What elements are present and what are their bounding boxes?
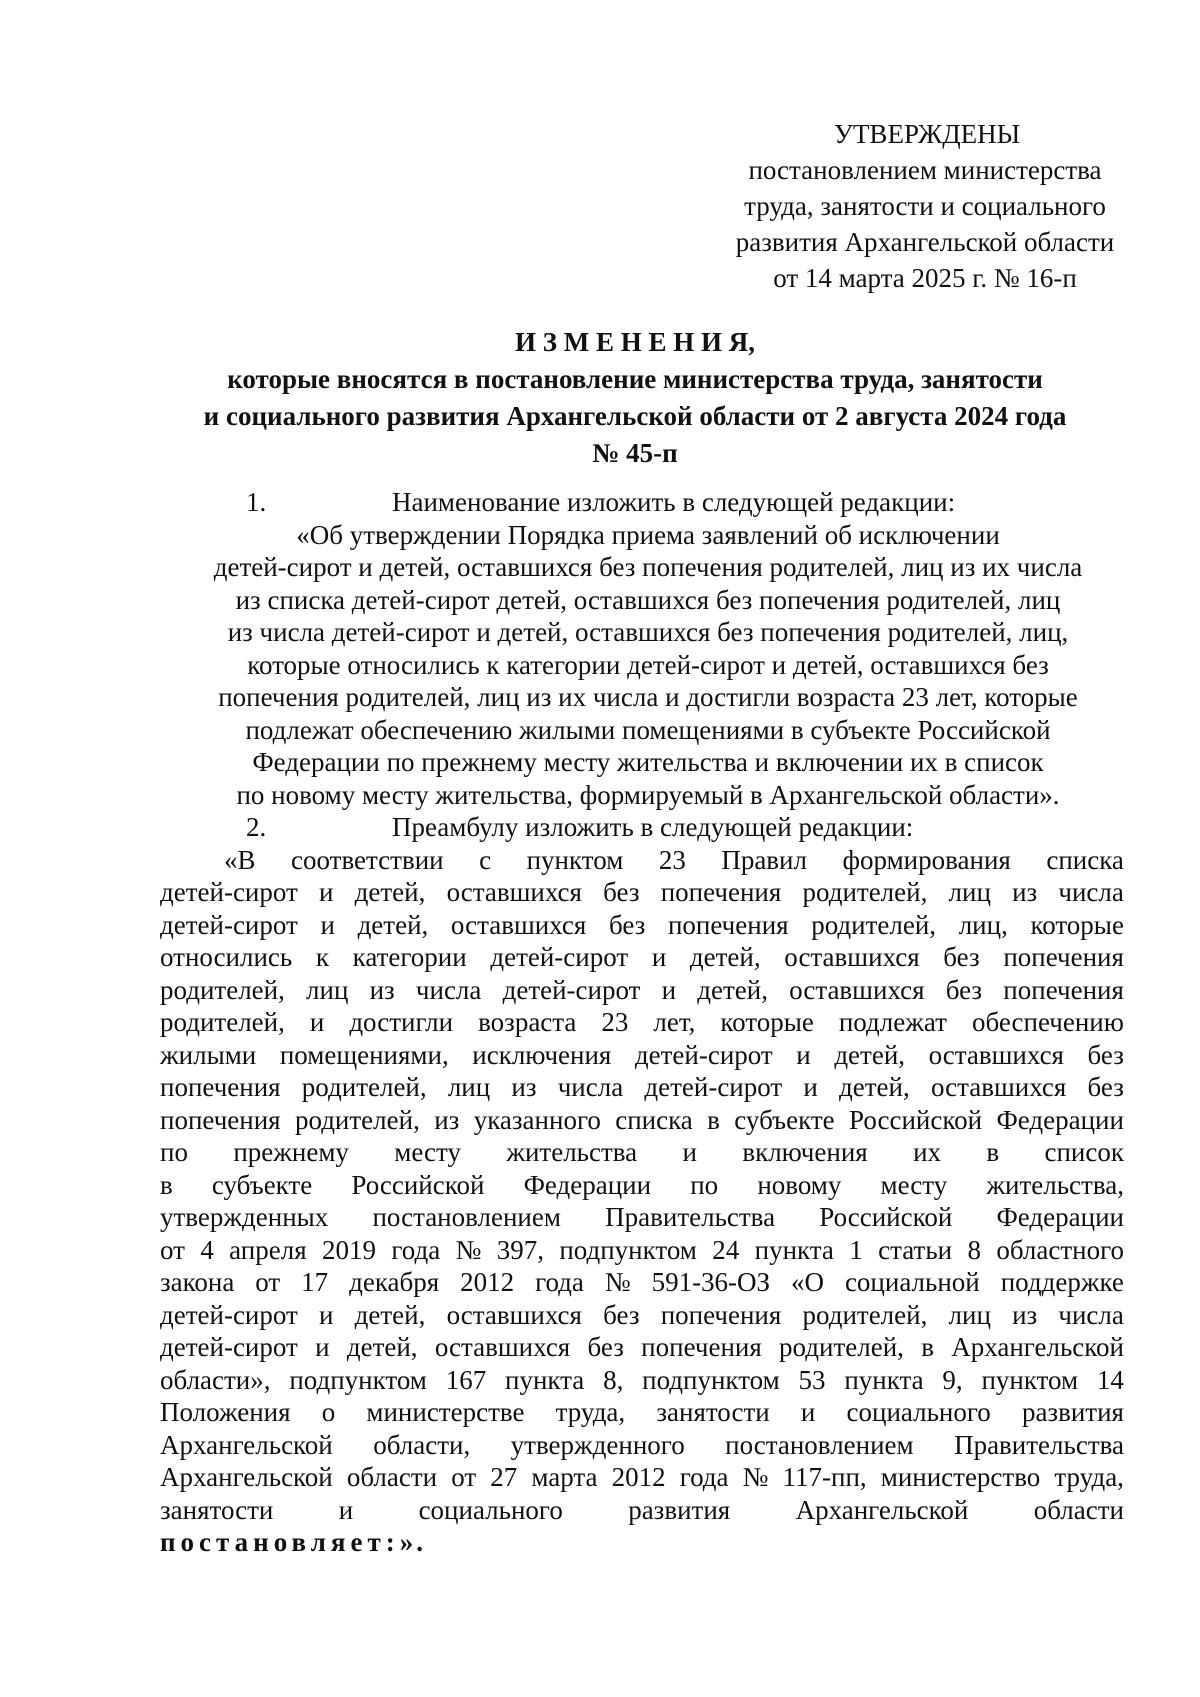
preamble-line: в субъекте Российской Федерации по новому месту жительства, xyxy=(160,1169,1124,1200)
preamble-line: попечения родителей, лиц из числа детей-сирот и детей, оставшихся без xyxy=(160,1072,1124,1102)
title-line: которые вносятся в постановление министерства труда, занятости xyxy=(227,364,1043,394)
preamble-line: закона от 17 декабря 2012 года № 591-36-ОЗ «О социальной поддержке xyxy=(160,1267,1124,1297)
preamble-line: по прежнему месту жительства и включения их в список xyxy=(160,1137,1124,1167)
resolution-word: постановляет: xyxy=(160,1527,400,1557)
item-number: 2. xyxy=(246,812,267,842)
approval-line: от 14 марта 2025 г. № 16-п xyxy=(773,263,1077,293)
preamble-line: «В соответствии с пунктом 23 Правил формирования списка xyxy=(224,844,1124,875)
quote-line: детей-сирот и детей, оставшихся без попечения родителей, лиц из их числа xyxy=(213,552,1083,582)
preamble-line: Архангельской области, утвержденного постановлением Правительства xyxy=(160,1429,1124,1460)
item-number: 1. xyxy=(246,487,267,517)
list-item xyxy=(172,486,1124,519)
item-text: Преамбулу изложить в следующей редакции: xyxy=(392,812,914,842)
quote-line: Федерации по прежнему месту жительства и включении их в список xyxy=(252,747,1044,777)
quote-line: подлежат обеспечению жилыми помещениями в субъекте Российской xyxy=(245,714,1051,745)
title-main: И З М Е Н Е Н И Я, xyxy=(514,327,755,357)
title-line: № 45-п xyxy=(592,438,678,468)
quote-line: из числа детей-сирот и детей, оставшихся без попечения родителей, лиц, xyxy=(227,617,1069,647)
title-line: и социального развития Архангельской области от 2 августа 2024 года xyxy=(203,401,1067,431)
preamble-line: Архангельской области от 27 марта 2012 года № 117-пп, министерство труда, xyxy=(160,1462,1124,1492)
preamble-line: Положения о министерстве труда, занятости и социального развития xyxy=(160,1397,1124,1427)
preamble-line: области», подпунктом 167 пункта 8, подпунктом 53 пункта 9, пунктом 14 xyxy=(160,1364,1124,1395)
preamble-line: утвержденных постановлением Правительства Российской Федерации xyxy=(160,1202,1124,1232)
preamble-line: жилыми помещениями, исключения детей-сирот и детей, оставшихся без xyxy=(160,1039,1124,1070)
preamble-closing xyxy=(160,1526,1124,1559)
preamble-line: детей-сирот и детей, оставшихся без попечения родителей, лиц из числа xyxy=(160,877,1124,907)
approval-line: развития Архангельской области xyxy=(735,227,1115,257)
approval-stamp xyxy=(705,116,1145,296)
quote-block xyxy=(172,519,1124,812)
quote-line: по новому месту жительства, формируемый в Архангельской области». xyxy=(236,779,1060,810)
preamble-line: родителей, лиц из числа детей-сирот и детей, оставшихся без попечения xyxy=(160,974,1124,1005)
document-body xyxy=(160,486,1124,1559)
preamble-line: родителей, и достигли возраста 23 лет, которые подлежат обеспечению xyxy=(160,1007,1124,1037)
list-item xyxy=(172,811,1124,844)
preamble-line: от 4 апреля 2019 года № 397, подпунктом 24 пункта 1 статьи 8 областного xyxy=(160,1234,1124,1265)
quote-line: которые относились к категории детей-сирот и детей, оставшихся без xyxy=(247,649,1049,680)
item-text: Наименование изложить в следующей редакции: xyxy=(392,487,956,517)
approval-line: труда, занятости и социального xyxy=(744,191,1106,221)
quote-line: попечения родителей, лиц из их числа и достигли возраста 23 лет, которые xyxy=(218,682,1078,712)
quote-line: «Об утверждении Порядка приема заявлений об исключении xyxy=(296,519,1000,550)
document-title xyxy=(160,324,1110,472)
approval-heading: УТВЕРЖДЕНЫ xyxy=(833,119,1021,149)
preamble-line: детей-сирот и детей, оставшихся без попечения родителей, в Архангельской xyxy=(160,1332,1124,1362)
preamble-line: относились к категории детей-сирот и детей, оставшихся без попечения xyxy=(160,942,1124,972)
preamble-line: детей-сирот и детей, оставшихся без попечения родителей, лиц из числа xyxy=(160,1299,1124,1330)
quote-line: из списка детей-сирот детей, оставшихся без попечения родителей, лиц xyxy=(235,584,1061,615)
preamble-line: попечения родителей, из указанного списка в субъекте Российской Федерации xyxy=(160,1104,1124,1135)
preamble-line: детей-сирот и детей, оставшихся без попечения родителей, лиц, которые xyxy=(160,909,1124,940)
approval-line: постановлением министерства xyxy=(748,155,1102,185)
closing-tail: ». xyxy=(399,1527,426,1557)
preamble-line: занятости и социального развития Архангельской области xyxy=(160,1494,1124,1525)
preamble-block xyxy=(160,844,1124,1527)
